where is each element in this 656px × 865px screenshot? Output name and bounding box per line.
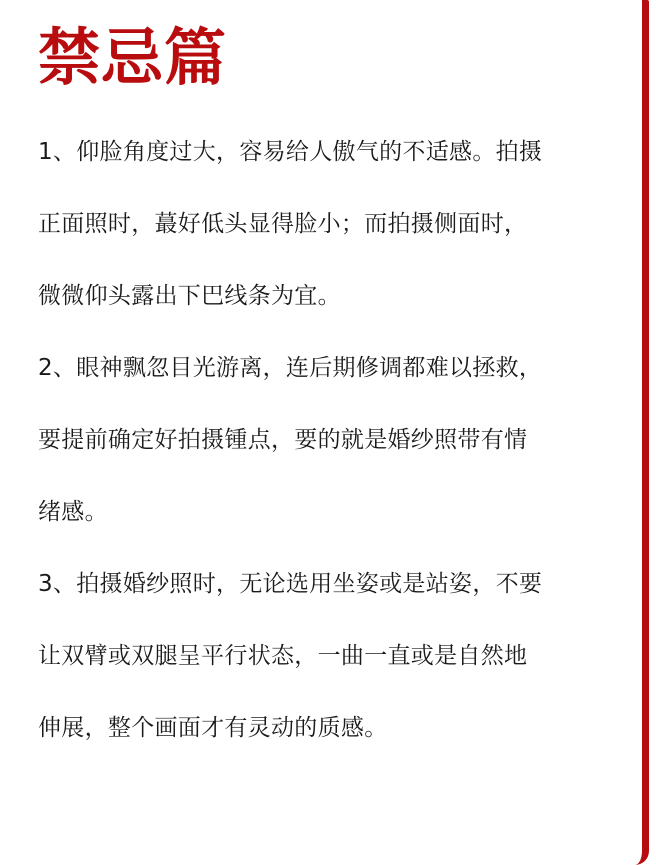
text-line: 正面照时，蕞好低头显得脸小；而拍摄侧面时， [38,211,528,237]
page-title: 禁忌篇 [38,21,228,94]
paragraph-1 [38,124,608,340]
text-line: 要提前确定好拍摄锺点，要的就是婚纱照带有情 [38,427,528,453]
text-line: 3、拍摄婚纱照时，无论选用坐姿或是站姿，不要 [38,571,543,597]
text-line: 绪感。 [38,499,108,525]
text-line: 1、仰脸角度过大，容易给人傲气的不适感。拍摄 [38,139,543,165]
paragraph-2 [38,340,608,556]
text-line: 微微仰头露出下巴线条为宜。 [38,283,341,309]
paragraph-3 [38,556,608,772]
text-line: 伸展，整个画面才有灵动的质感。 [38,715,388,741]
text-line: 让双臂或双腿呈平行状态，一曲一直或是自然地 [38,643,528,669]
text-line: 2、眼神飘忽目光游离，连后期修调都难以拯救， [38,355,543,381]
article-body [38,124,608,772]
